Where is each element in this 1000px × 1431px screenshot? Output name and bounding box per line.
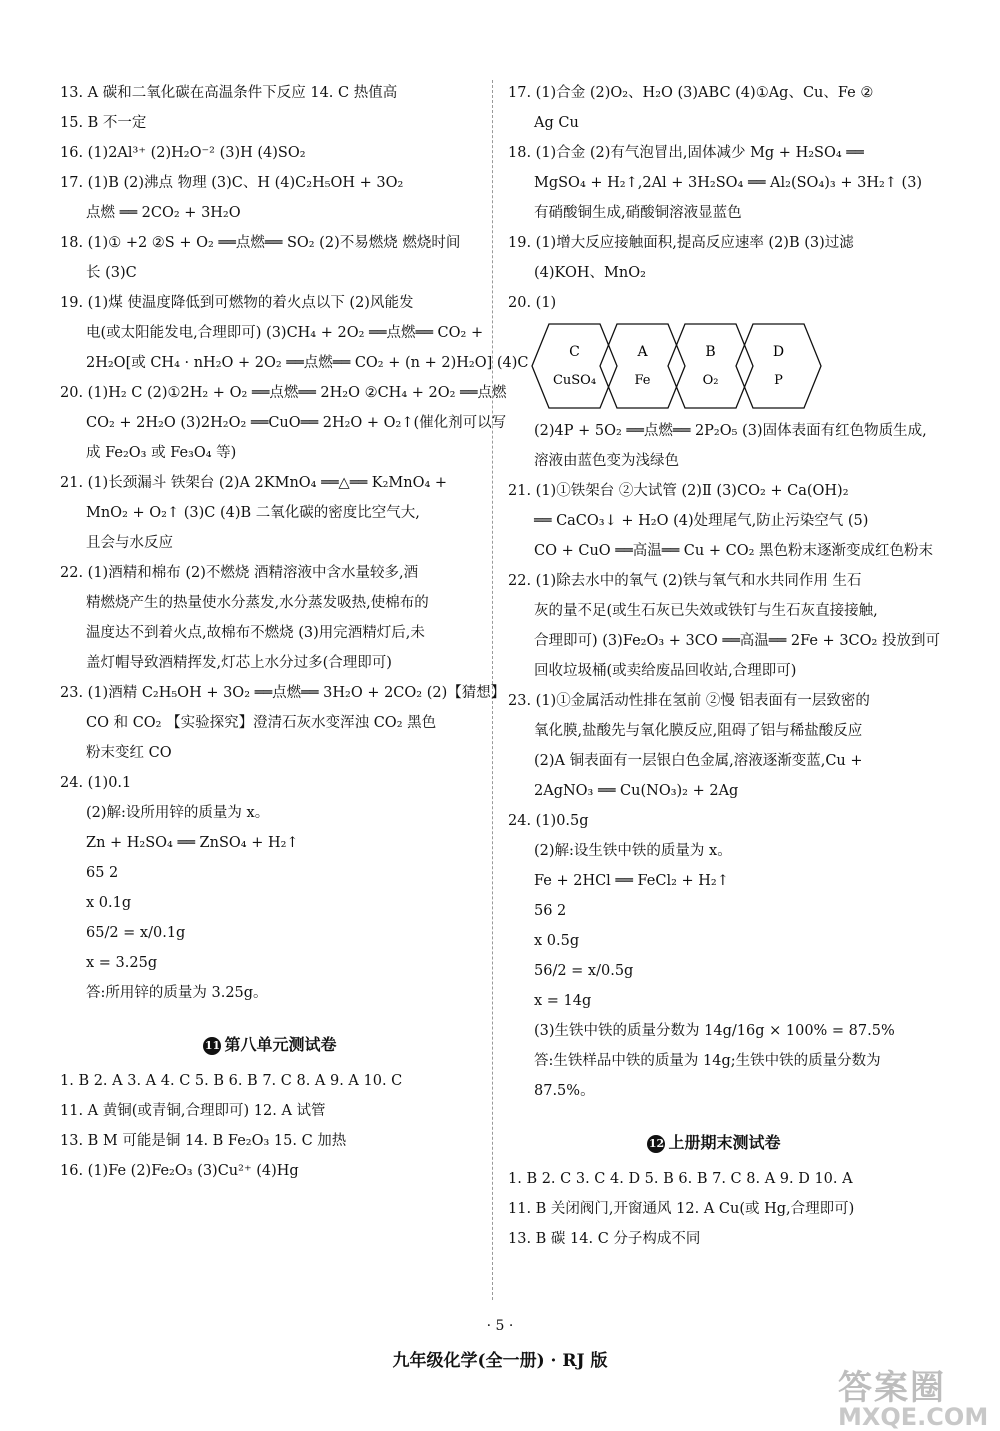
answer-line: (2)4P + 5O₂ ══点燃══ 2P₂O₅ (3)固体表面有红色物质生成, bbox=[534, 423, 927, 439]
unit8-answers bbox=[60, 1066, 480, 1186]
answer-line: 氧化膜,盐酸先与氧化膜反应,阻碍了铝与稀盐酸反应 bbox=[534, 723, 863, 739]
answer-line: 盖灯帽导致酒精挥发,灯芯上水分过多(合理即可) bbox=[86, 655, 392, 671]
left-column bbox=[60, 78, 529, 1186]
answer-line: 长 (3)C bbox=[86, 265, 137, 281]
answer-line: MnO₂ + O₂↑ (3)C (4)B 二氧化碳的密度比空气大, bbox=[86, 505, 420, 521]
section-heading-unit8 bbox=[60, 1030, 480, 1060]
answer-line: (4)KOH、MnO₂ bbox=[534, 265, 646, 281]
hexagon bbox=[736, 324, 821, 408]
hexagon-letter: C bbox=[569, 344, 580, 360]
answer-line: 温度达不到着火点,故棉布不燃烧 (3)用完酒精灯后,未 bbox=[86, 625, 425, 641]
answer-line: 电(或太阳能发电,合理即可) (3)CH₄ + 2O₂ ══点燃══ CO₂ + bbox=[86, 325, 484, 341]
answer-line: 溶液由蓝色变为浅绿色 bbox=[534, 453, 679, 469]
answer-line: 答:所用锌的质量为 3.25g。 bbox=[86, 985, 268, 1001]
answer-line: 精燃烧产生的热量使水分蒸发,水分蒸发吸热,使棉布的 bbox=[86, 595, 429, 611]
answer-line: (3)生铁中铁的质量分数为 14g/16g × 100% = 87.5% bbox=[534, 1023, 895, 1039]
answer-line: 17. (1)B (2)沸点 物理 (3)C、H (4)C₂H₅OH + 3O₂ bbox=[60, 175, 404, 191]
answer-line: MgSO₄ + H₂↑,2Al + 3H₂SO₄ ══ Al₂(SO₄)₃ + 3H₂↑ (3) bbox=[534, 175, 923, 191]
hexagon-letter: A bbox=[637, 344, 648, 360]
answer-line: 87.5%。 bbox=[534, 1083, 595, 1099]
answer-line: x = 14g bbox=[534, 993, 592, 1009]
right-answers-mid bbox=[508, 416, 940, 1106]
final-exam-answers bbox=[508, 1164, 920, 1254]
answer-line: Fe + 2HCl ══ FeCl₂ + H₂↑ bbox=[534, 873, 729, 889]
hexagon bbox=[668, 324, 753, 408]
answer-line: 56 2 bbox=[534, 903, 567, 919]
hexagon-substance: CuSO₄ bbox=[552, 373, 597, 388]
hexagon-letter: B bbox=[705, 344, 716, 360]
answer-line: 有硝酸铜生成,硝酸铜溶液显蓝色 bbox=[534, 205, 742, 221]
answer-line: 21. (1)长颈漏斗 铁架台 (2)A 2KMnO₄ ══△══ K₂MnO₄ + bbox=[60, 475, 448, 491]
answer-line: 13. B 碳 14. C 分子构成不同 bbox=[508, 1231, 701, 1247]
hexagon-diagram bbox=[528, 322, 828, 410]
hexagon bbox=[532, 324, 617, 408]
answer-line: CO + CuO ══高温══ Cu + CO₂ 黑色粉末逐渐变成红色粉末 bbox=[534, 543, 934, 559]
answer-line: 灰的量不足(或生石灰已失效或铁钉与生石灰直接接触, bbox=[534, 603, 878, 619]
answer-line: 19. (1)增大反应接触面积,提高反应速率 (2)B (3)过滤 bbox=[508, 235, 854, 251]
answer-line: 2AgNO₃ ══ Cu(NO₃)₂ + 2Ag bbox=[534, 783, 739, 799]
hexagon bbox=[600, 324, 685, 408]
answer-line: 22. (1)除去水中的氧气 (2)铁与氧气和水共同作用 生石 bbox=[508, 573, 862, 589]
left-answers bbox=[60, 78, 529, 1008]
answer-line: Ag Cu bbox=[534, 115, 579, 131]
answer-line: 合理即可) (3)Fe₂O₃ + 3CO ══高温══ 2Fe + 3CO₂ 投放到可 bbox=[534, 633, 940, 649]
answer-line: 成 Fe₂O₃ 或 Fe₃O₄ 等) bbox=[86, 445, 237, 461]
answer-line: 15. B 不一定 bbox=[60, 115, 147, 131]
hexagon-substance: O₂ bbox=[702, 373, 719, 388]
answer-line: CO 和 CO₂ 【实验探究】澄清石灰水变浑浊 CO₂ 黑色 bbox=[86, 715, 437, 731]
section-number-badge: 11 bbox=[203, 1037, 221, 1055]
answer-line: 2H₂O[或 CH₄ · nH₂O + 2O₂ ══点燃══ CO₂ + (n + 2)H₂O] (4)C bbox=[86, 355, 529, 371]
page-number: · 5 · bbox=[486, 1318, 514, 1334]
answer-line: (2)解:设所用锌的质量为 x。 bbox=[86, 805, 270, 821]
hexagon-substance: Fe bbox=[634, 373, 651, 388]
answer-line: 答:生铁样品中铁的质量为 14g;生铁中铁的质量分数为 bbox=[534, 1053, 881, 1069]
answer-line: 11. A 黄铜(或青铜,合理即可) 12. A 试管 bbox=[60, 1103, 326, 1119]
answer-line: 20. (1) bbox=[508, 295, 557, 311]
answer-line: 16. (1)Fe (2)Fe₂O₃ (3)Cu²⁺ (4)Hg bbox=[60, 1163, 299, 1179]
answer-line: 20. (1)H₂ C (2)①2H₂ + O₂ ══点燃══ 2H₂O ②CH₄ + 2O₂ ══点燃 bbox=[60, 385, 507, 401]
answer-line: 23. (1)①金属活动性排在氢前 ②慢 铝表面有一层致密的 bbox=[508, 693, 870, 709]
answer-line: Zn + H₂SO₄ ══ ZnSO₄ + H₂↑ bbox=[86, 835, 299, 851]
answer-line: 11. B 关闭阀门,开窗通风 12. A Cu(或 Hg,合理即可) bbox=[508, 1201, 855, 1217]
answer-line: 22. (1)酒精和棉布 (2)不燃烧 酒精溶液中含水量较多,酒 bbox=[60, 565, 419, 581]
answer-line: 回收垃圾桶(或卖给废品回收站,合理即可) bbox=[534, 663, 797, 679]
answer-line: 18. (1)合金 (2)有气泡冒出,固体减少 Mg + H₂SO₄ ══ bbox=[508, 145, 864, 161]
book-title: 九年级化学(全一册) · RJ 版 bbox=[392, 1351, 608, 1371]
answer-line: 且会与水反应 bbox=[86, 535, 173, 551]
answer-line: 24. (1)0.5g bbox=[508, 813, 589, 829]
answer-line: 粉末变红 CO bbox=[86, 745, 172, 761]
answer-line: 19. (1)煤 使温度降低到可燃物的着火点以下 (2)风能发 bbox=[60, 295, 414, 311]
right-column bbox=[508, 78, 940, 1254]
answer-line: x 0.1g bbox=[86, 895, 132, 911]
hexagon-substance: P bbox=[774, 373, 783, 388]
answer-line: x 0.5g bbox=[534, 933, 580, 949]
answer-line: 18. (1)① +2 ②S + O₂ ══点燃══ SO₂ (2)不易燃烧 燃烧时间 bbox=[60, 235, 461, 251]
answer-line: 24. (1)0.1 bbox=[60, 775, 132, 791]
answer-line: 21. (1)①铁架台 ②大试管 (2)Ⅱ (3)CO₂ + Ca(OH)₂ bbox=[508, 483, 849, 499]
hexagon-letter: D bbox=[772, 344, 785, 360]
watermark-logo bbox=[838, 1360, 989, 1431]
answer-line: x = 3.25g bbox=[86, 955, 158, 971]
watermark-mark: 答案圈 bbox=[838, 1368, 946, 1408]
answer-line: CO₂ + 2H₂O (3)2H₂O₂ ══CuO══ 2H₂O + O₂↑(催化剂可以写 bbox=[86, 415, 507, 431]
section-number-badge: 12 bbox=[647, 1135, 665, 1153]
answer-line: 1. B 2. A 3. A 4. C 5. B 6. B 7. C 8. A 9. A 10. C bbox=[60, 1073, 403, 1089]
answer-line: 65/2 = x/0.1g bbox=[86, 925, 186, 941]
answer-line: 23. (1)酒精 C₂H₅OH + 3O₂ ══点燃══ 3H₂O + 2CO₂ (2)【猜想】 bbox=[60, 685, 506, 701]
right-answers-top bbox=[508, 78, 923, 318]
answer-line: 1. B 2. C 3. C 4. D 5. B 6. B 7. C 8. A 9. D 10. A bbox=[508, 1171, 853, 1187]
answer-line: 13. B M 可能是铜 14. B Fe₂O₃ 15. C 加热 bbox=[60, 1133, 347, 1149]
answer-line: 16. (1)2Al³⁺ (2)H₂O⁻² (3)H (4)SO₂ bbox=[60, 145, 306, 161]
answer-line: 56/2 = x/0.5g bbox=[534, 963, 634, 979]
section-heading-final bbox=[508, 1128, 920, 1158]
answer-line: 65 2 bbox=[86, 865, 119, 881]
section-title: 第八单元测试卷 bbox=[224, 1035, 337, 1054]
answer-line: 点燃 ══ 2CO₂ + 3H₂O bbox=[86, 205, 241, 221]
watermark-site: MXQE.COM bbox=[838, 1403, 989, 1431]
answer-line: 17. (1)合金 (2)O₂、H₂O (3)ABC (4)①Ag、Cu、Fe ② bbox=[508, 85, 874, 101]
answer-line: ══ CaCO₃↓ + H₂O (4)处理尾气,防止污染空气 (5) bbox=[534, 513, 869, 529]
section-title: 上册期末测试卷 bbox=[668, 1133, 781, 1152]
answer-line: (2)解:设生铁中铁的质量为 x。 bbox=[534, 843, 732, 859]
answer-line: 13. A 碳和二氧化碳在高温条件下反应 14. C 热值高 bbox=[60, 85, 398, 101]
answer-line: (2)A 铜表面有一层银白色金属,溶液逐渐变蓝,Cu + bbox=[534, 753, 863, 769]
